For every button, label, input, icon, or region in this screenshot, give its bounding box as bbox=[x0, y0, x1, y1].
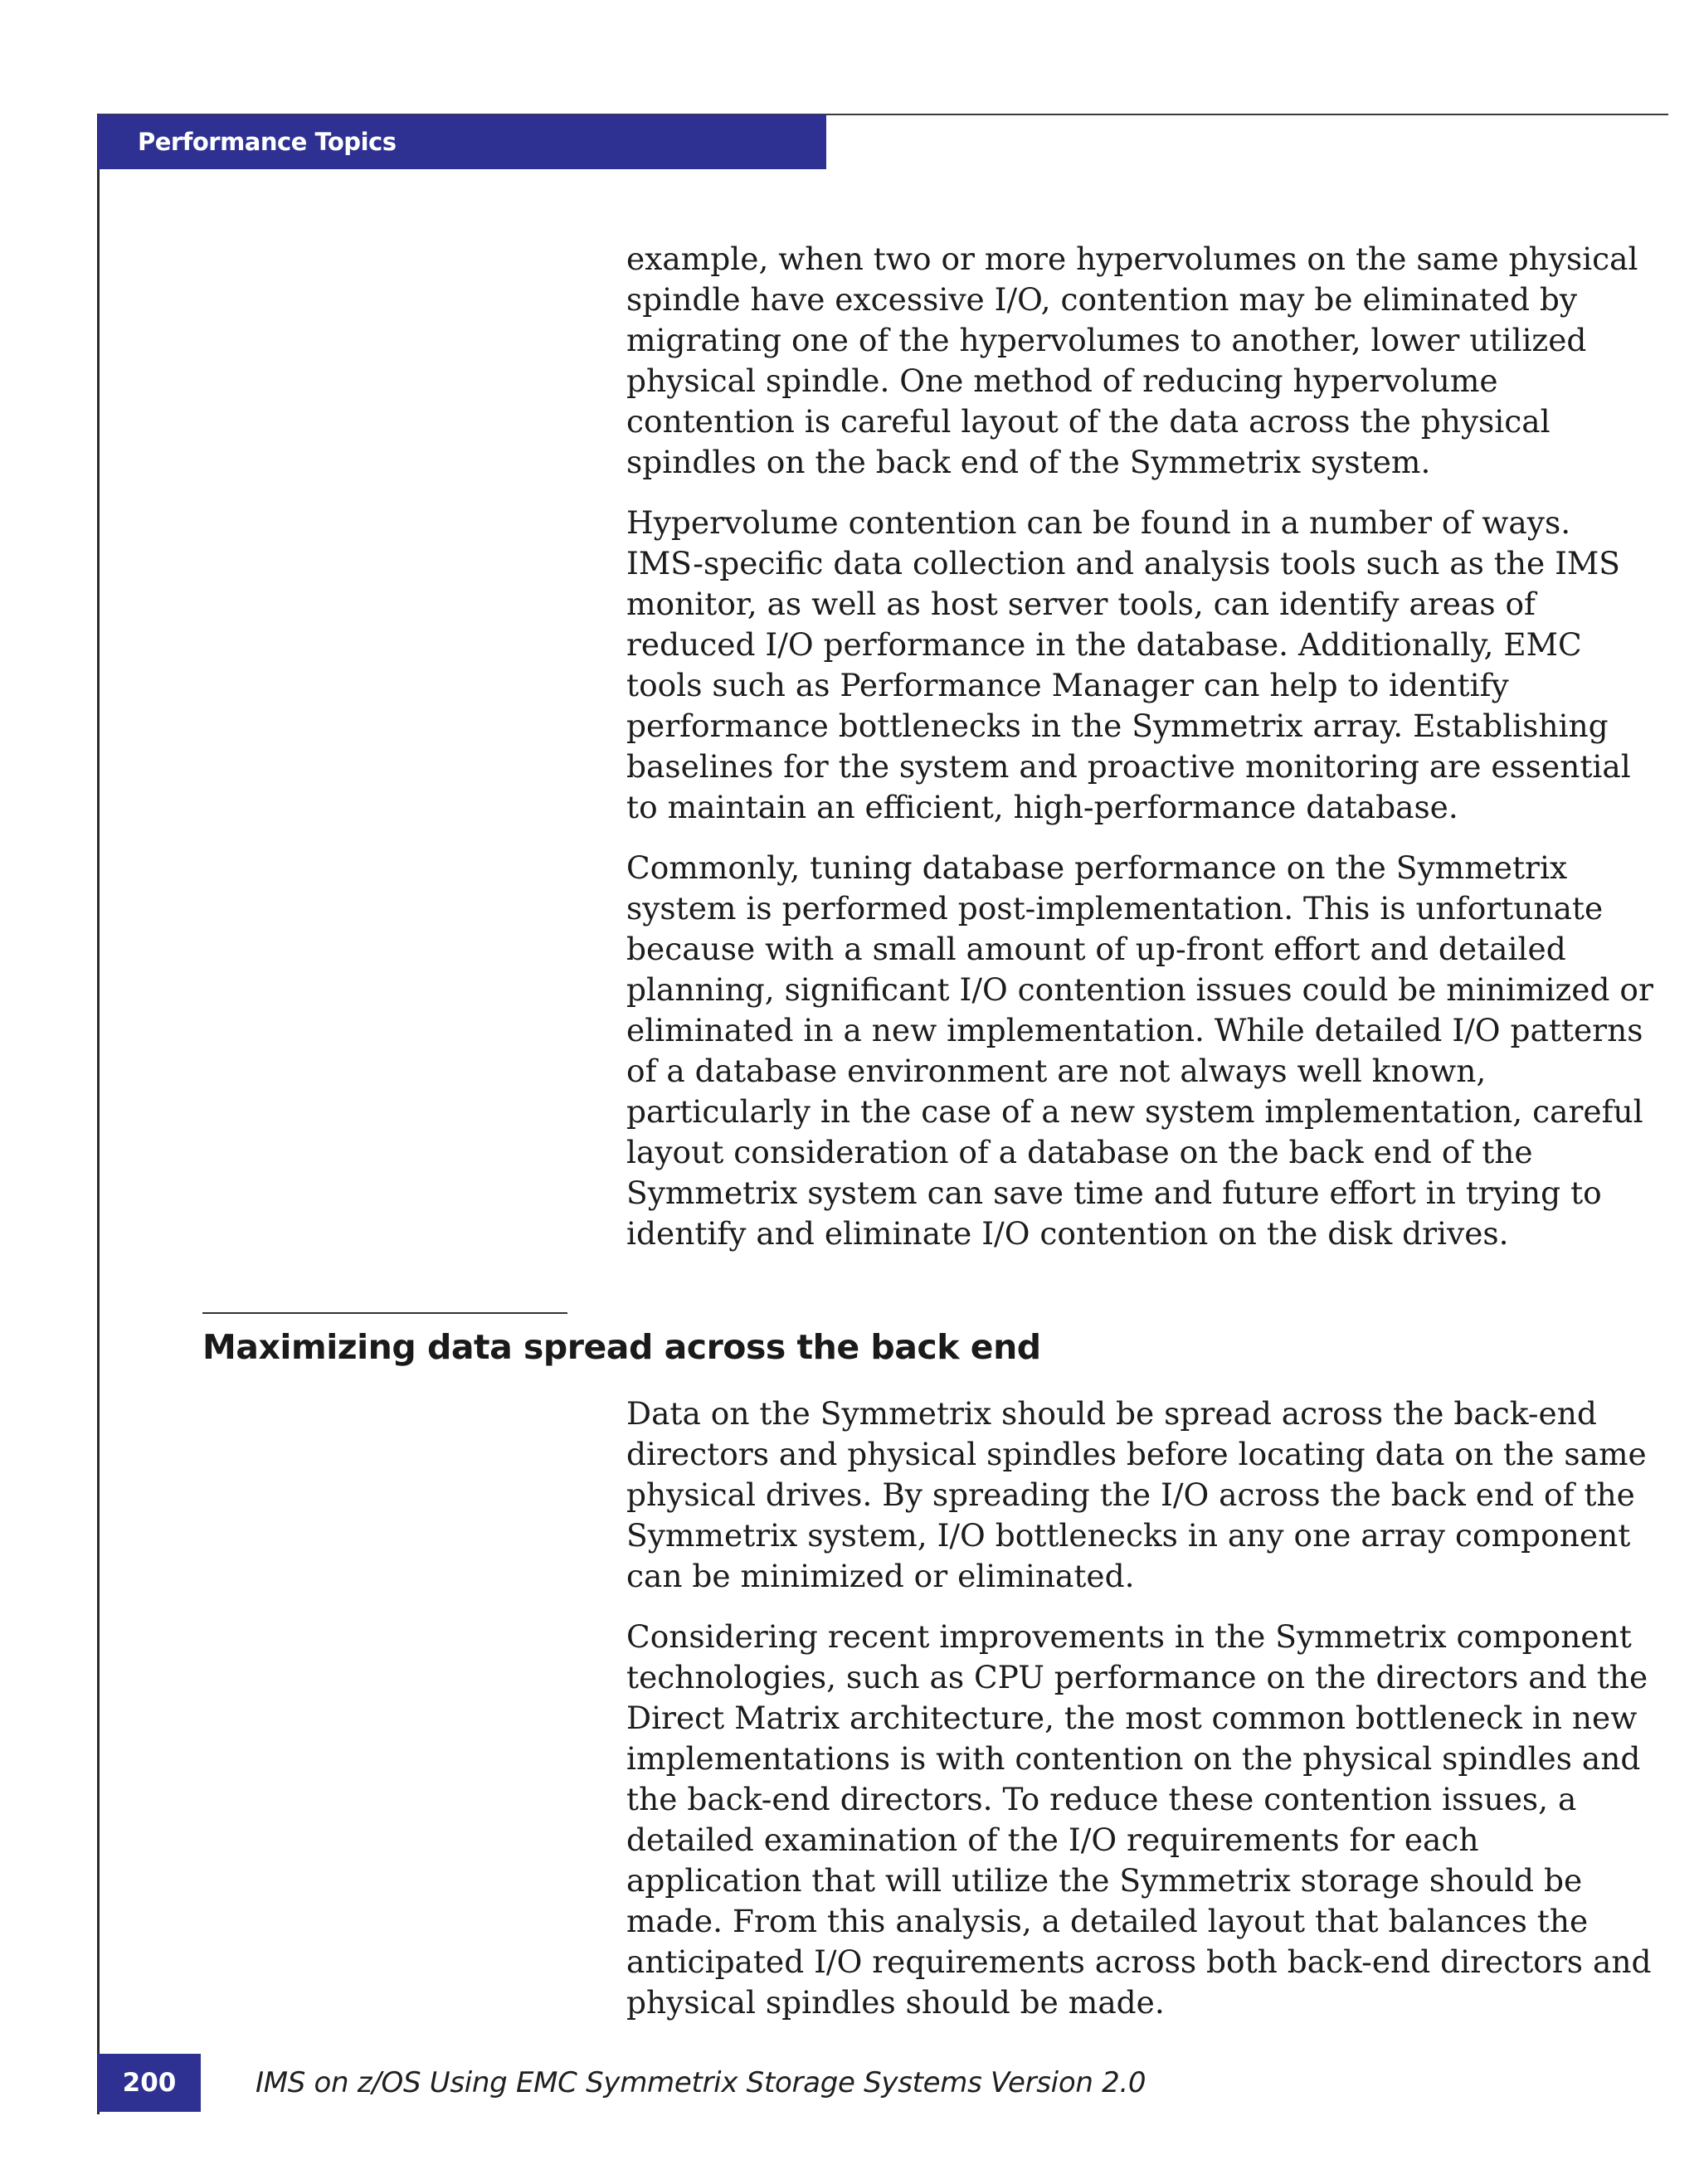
chapter-header-bar bbox=[98, 114, 826, 169]
page-number-badge bbox=[98, 2054, 201, 2112]
page-number: 200 bbox=[122, 2068, 177, 2098]
section-paragraph-2: Considering recent improvements in the Symmetrix component technologies, such as CPU performance on the directors and the Direct Matrix architecture, the most common bottleneck in new implementations is with contention on the physical spindles and the back-end directors. To reduce these contention issues, a detailed examination of the I/O requirements for each application that will utilize the Symmetrix storage should be made. From this analysis, a detailed layout that balances the anticipated I/O requirements across both back-end directors and physical spindles should be made. bbox=[626, 1618, 1652, 2021]
section-paragraph-1: Data on the Symmetrix should be spread across the back-end directors and physical spindles before locating data on the same physical drives. By spreading the I/O across the back end of the Symmetrix system, I/O bottlenecks in any one array component can be minimized or eliminated. bbox=[626, 1395, 1647, 1594]
intro-text-column bbox=[626, 239, 1655, 1274]
section-heading: Maximizing data spread across the back end bbox=[202, 1327, 1041, 1367]
section-text-column bbox=[626, 1394, 1655, 2043]
intro-paragraph-1: example, when two or more hypervolumes on the same physical spindle have excessive I/O, contention may be eliminated by migrating one of the hypervolumes to another, lower utilized physical spindle. One method of reducing hypervolume contention is careful layout of the data across the physical spindles on the back end of the Symmetrix system. bbox=[626, 241, 1638, 480]
page-left-rule bbox=[97, 114, 100, 2114]
chapter-title: Performance Topics bbox=[138, 128, 397, 156]
intro-paragraph-3: Commonly, tuning database performance on the Symmetrix system is performed post-implementation. This is unfortunate because with a small amount of up-front effort and detailed planning, significant I/O contention issues could be minimized or eliminated in a new implementation. While detailed I/O patterns of a database environment are not always well known, particularly in the case of a new system implementation, careful layout consideration of a database on the back end of the Symmetrix system can save time and future effort in trying to identify and eliminate I/O contention on the disk drives. bbox=[626, 849, 1653, 1252]
intro-paragraph-2: Hypervolume contention can be found in a number of ways. IMS-specific data collection and analysis tools such as the IMS monitor, as well as host server tools, can identify areas of reduced I/O performance in the database. Additionally, EMC tools such as Performance Manager can help to identify performance bottlenecks in the Symmetrix array. Establishing baselines for the system and proactive monitoring are essential to maintain an efficient, high-performance database. bbox=[626, 504, 1631, 825]
section-divider bbox=[202, 1312, 567, 1314]
footer-document-title: IMS on z/OS Using EMC Symmetrix Storage Systems Version 2.0 bbox=[256, 2066, 1146, 2099]
